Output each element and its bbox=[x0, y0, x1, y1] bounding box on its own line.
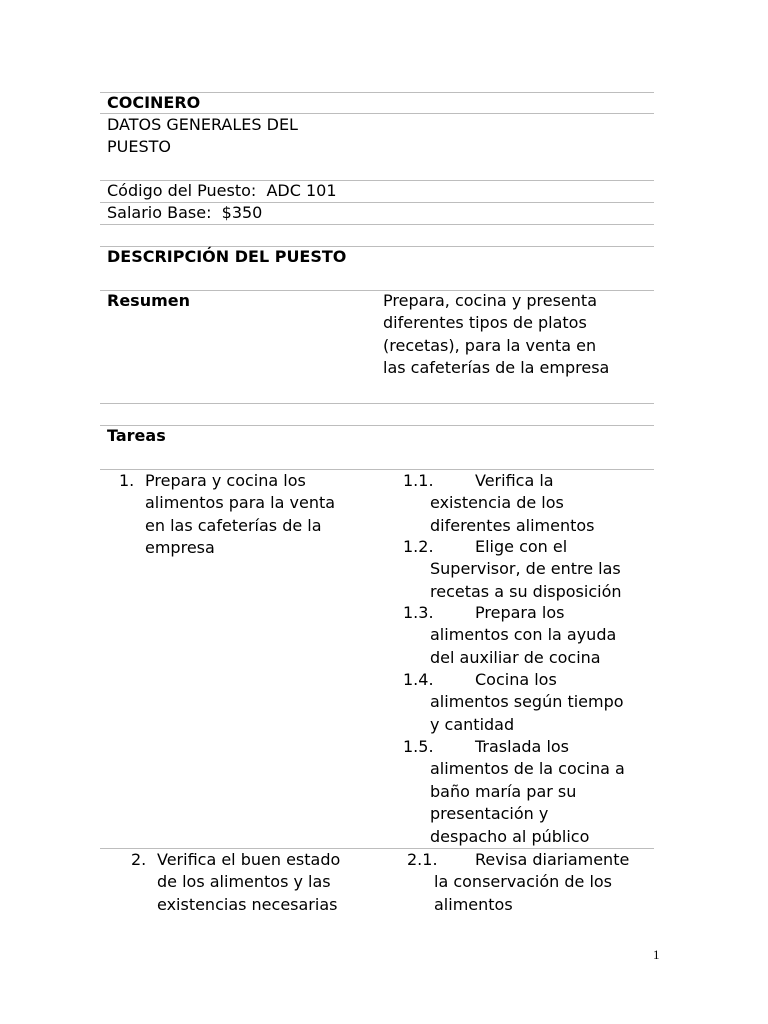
table-rule bbox=[100, 403, 654, 404]
task-line: alimentos para la venta bbox=[145, 493, 336, 513]
subtask-line: baño maría par su bbox=[430, 781, 577, 801]
description-heading: DESCRIPCIÓN DEL PUESTO bbox=[107, 247, 347, 266]
subtask-item bbox=[403, 470, 595, 537]
subtask-item bbox=[403, 536, 622, 603]
task-text bbox=[145, 470, 335, 560]
summary-text bbox=[383, 290, 609, 380]
subtask-line: Cocina los bbox=[475, 670, 557, 689]
salary-value: $350 bbox=[221, 203, 263, 222]
subtask-line: Revisa diariamente bbox=[475, 850, 630, 869]
summary-label: Resumen bbox=[107, 291, 190, 310]
subtask-line: recetas a su disposición bbox=[430, 581, 622, 601]
subtask-line: Traslada los bbox=[475, 737, 570, 756]
subtask-item bbox=[403, 736, 625, 848]
subtask-line: alimentos con la ayuda bbox=[430, 625, 617, 645]
general-data-heading-line1: DATOS GENERALES DEL bbox=[107, 115, 298, 134]
job-code-label: Código del Puesto: bbox=[107, 181, 257, 200]
summary-line: Prepara, cocina y presenta bbox=[383, 291, 597, 310]
subtask-item bbox=[403, 602, 616, 669]
job-code-value: ADC 101 bbox=[266, 181, 337, 200]
subtask-line: Elige con el bbox=[475, 537, 568, 556]
task-line: empresa bbox=[145, 538, 215, 558]
subtask-number: 1.1. bbox=[403, 471, 434, 490]
job-code-row bbox=[107, 180, 337, 202]
task-line: de los alimentos y las bbox=[157, 872, 331, 892]
task-line: Verifica el buen estado bbox=[157, 850, 341, 869]
subtask-number: 1.2. bbox=[403, 537, 434, 556]
document-title: COCINERO bbox=[107, 93, 201, 112]
subtask-line: diferentes alimentos bbox=[430, 515, 595, 535]
subtask-item bbox=[403, 669, 624, 736]
task-number: 2. bbox=[131, 850, 147, 869]
subtask-line: existencia de los bbox=[430, 493, 564, 513]
subtask-line: alimentos de la cocina a bbox=[430, 759, 625, 779]
subtask-line: Verifica la bbox=[475, 471, 554, 490]
subtask-line: alimentos según tiempo bbox=[430, 692, 624, 712]
salary-row bbox=[107, 202, 262, 224]
summary-line: las cafeterías de la empresa bbox=[383, 358, 610, 378]
subtask-line: Prepara los bbox=[475, 603, 565, 622]
task-number: 1. bbox=[119, 471, 135, 490]
subtask-number: 1.5. bbox=[403, 737, 434, 756]
summary-line: diferentes tipos de platos bbox=[383, 313, 587, 333]
task-line: en las cafeterías de la bbox=[145, 515, 322, 535]
table-rule bbox=[100, 425, 654, 426]
subtask-number: 1.4. bbox=[403, 670, 434, 689]
subtask-line: presentación y bbox=[430, 804, 549, 824]
subtask-line: la conservación de los bbox=[434, 872, 613, 892]
subtask-line: y cantidad bbox=[430, 714, 515, 734]
task-line: existencias necesarias bbox=[157, 894, 338, 914]
tasks-heading: Tareas bbox=[107, 426, 166, 445]
subtask-line: despacho al público bbox=[430, 826, 590, 846]
task-text bbox=[157, 849, 340, 916]
summary-line: (recetas), para la venta en bbox=[383, 335, 597, 355]
salary-label: Salario Base: bbox=[107, 203, 212, 222]
subtask-line: alimentos bbox=[434, 894, 513, 914]
subtask-item bbox=[407, 849, 629, 916]
general-data-heading-line2: PUESTO bbox=[107, 137, 171, 156]
subtask-line: Supervisor, de entre las bbox=[430, 559, 621, 579]
subtask-line: del auxiliar de cocina bbox=[430, 647, 601, 667]
page-number: 1 bbox=[653, 947, 660, 962]
subtask-number: 2.1. bbox=[407, 850, 438, 869]
subtask-number: 1.3. bbox=[403, 603, 434, 622]
task-line: Prepara y cocina los bbox=[145, 471, 306, 490]
